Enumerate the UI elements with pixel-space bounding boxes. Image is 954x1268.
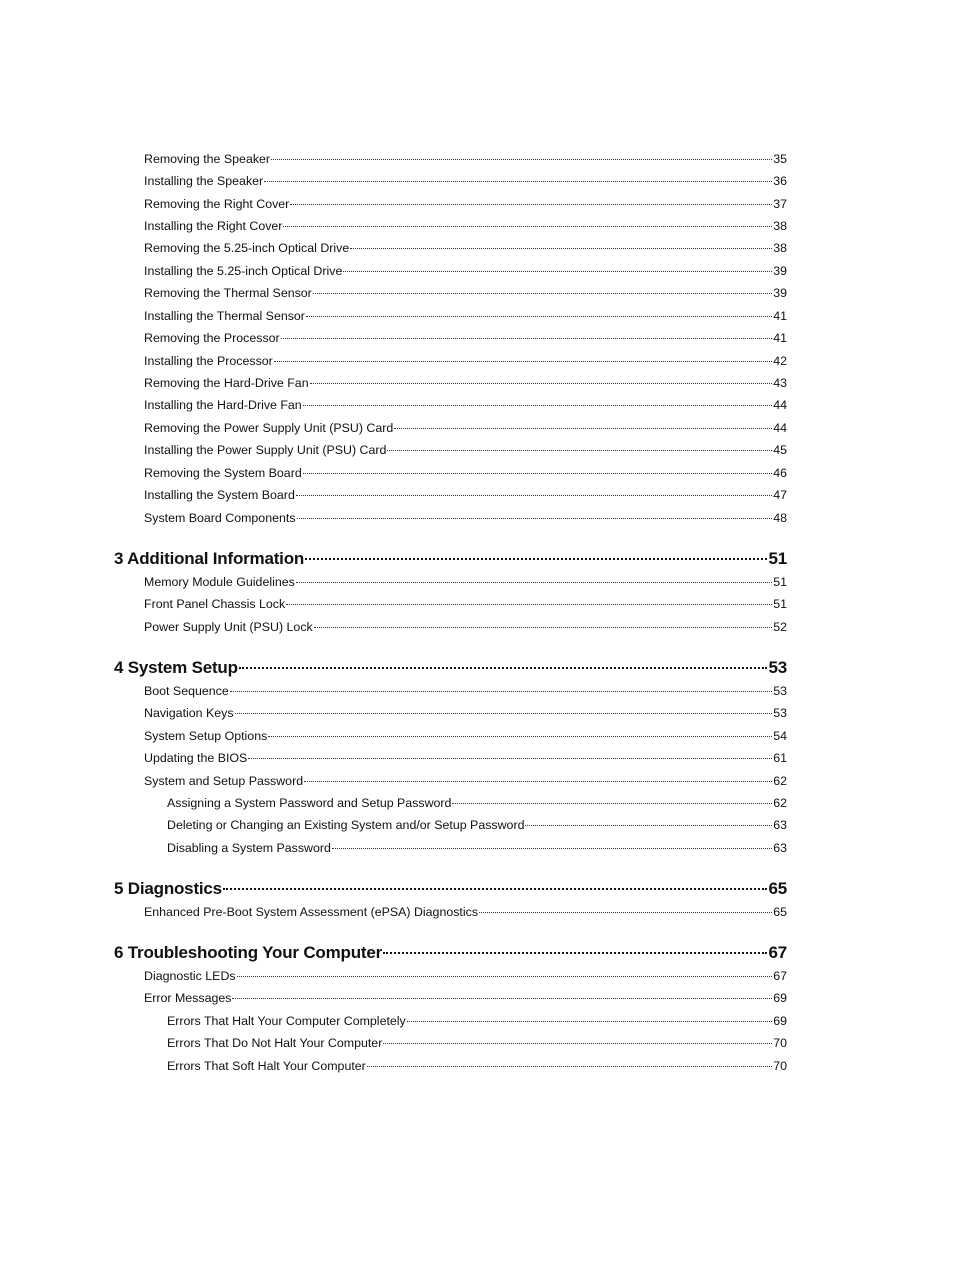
dot-leader xyxy=(313,291,772,294)
dot-leader xyxy=(452,801,772,804)
dot-leader xyxy=(332,846,772,849)
toc-entry-page-number: 65 xyxy=(768,879,787,898)
toc-entry-title: Navigation Keys xyxy=(144,706,234,720)
toc-entry-page-number: 69 xyxy=(773,991,787,1005)
dot-leader xyxy=(271,157,772,160)
toc-entry[interactable] xyxy=(167,818,787,838)
toc-entry[interactable] xyxy=(144,729,787,749)
toc-entry-page-number: 41 xyxy=(773,331,787,345)
toc-entry[interactable] xyxy=(144,398,787,418)
dot-leader xyxy=(235,711,773,714)
toc-chapter-entry[interactable] xyxy=(114,549,787,575)
dot-leader xyxy=(232,996,772,999)
dot-leader xyxy=(383,1041,772,1044)
toc-entry-page-number: 36 xyxy=(773,174,787,188)
toc-entry-page-number: 39 xyxy=(773,286,787,300)
dot-leader xyxy=(264,179,772,182)
toc-entry-page-number: 47 xyxy=(773,488,787,502)
dot-leader xyxy=(350,246,772,249)
toc-entry-title: System Setup Options xyxy=(144,729,268,743)
dot-leader xyxy=(283,224,772,227)
dot-leader xyxy=(230,689,772,692)
toc-entry[interactable] xyxy=(144,684,787,704)
dot-leader xyxy=(290,202,772,205)
dot-leader xyxy=(237,974,773,977)
dot-leader xyxy=(274,359,772,362)
toc-entry-page-number: 62 xyxy=(773,796,787,810)
toc-entry[interactable] xyxy=(144,219,787,239)
toc-entry[interactable] xyxy=(144,264,787,284)
dot-leader xyxy=(281,336,773,339)
toc-entry-page-number: 42 xyxy=(773,354,787,368)
dot-leader xyxy=(306,314,772,317)
toc-entry-title: Front Panel Chassis Lock xyxy=(144,597,286,611)
toc-entry-page-number: 48 xyxy=(773,511,787,525)
toc-entry-title: Errors That Halt Your Computer Completely xyxy=(167,1014,406,1028)
toc-chapter-entry[interactable] xyxy=(114,879,787,905)
dot-leader xyxy=(383,950,767,954)
toc-entry-page-number: 62 xyxy=(773,774,787,788)
toc-entry-title: Assigning a System Password and Setup Password xyxy=(167,796,452,810)
toc-entry[interactable] xyxy=(167,1036,787,1056)
toc-entry-page-number: 44 xyxy=(773,398,787,412)
toc-entry-title: 6 Troubleshooting Your Computer xyxy=(114,943,383,962)
toc-entry-page-number: 43 xyxy=(773,376,787,390)
toc-entry[interactable] xyxy=(144,466,787,486)
toc-entry[interactable] xyxy=(144,751,787,771)
toc-entry-title: 3 Additional Information xyxy=(114,549,305,568)
toc-entry-title: Installing the Thermal Sensor xyxy=(144,309,305,323)
toc-entry-page-number: 67 xyxy=(773,969,787,983)
toc-entry-page-number: 54 xyxy=(773,729,787,743)
toc-entry-title: Boot Sequence xyxy=(144,684,229,698)
toc-entry[interactable] xyxy=(144,443,787,463)
dot-leader xyxy=(303,471,772,474)
toc-entry-page-number: 53 xyxy=(773,684,787,698)
dot-leader xyxy=(479,910,772,913)
dot-leader xyxy=(525,823,772,826)
toc-entry-title: Installing the System Board xyxy=(144,488,295,502)
dot-leader xyxy=(387,448,772,451)
toc-entry[interactable] xyxy=(167,1014,787,1034)
toc-entry-title: 5 Diagnostics xyxy=(114,879,222,898)
toc-entry-page-number: 38 xyxy=(773,241,787,255)
toc-entry-page-number: 38 xyxy=(773,219,787,233)
toc-entry-title: Disabling a System Password xyxy=(167,841,331,855)
toc-entry-page-number: 61 xyxy=(773,751,787,765)
toc-entry-page-number: 52 xyxy=(773,620,787,634)
toc-entry-page-number: 39 xyxy=(773,264,787,278)
toc-entry-title: System and Setup Password xyxy=(144,774,304,788)
toc-entry[interactable] xyxy=(144,286,787,306)
toc-entry-title: Removing the Power Supply Unit (PSU) Card xyxy=(144,421,394,435)
toc-entry-page-number: 45 xyxy=(773,443,787,457)
dot-leader xyxy=(367,1064,772,1067)
toc-entry-title: Removing the 5.25-inch Optical Drive xyxy=(144,241,350,255)
toc-entry-page-number: 51 xyxy=(773,597,787,611)
toc-entry-title: Removing the System Board xyxy=(144,466,302,480)
toc-entry[interactable] xyxy=(144,354,787,374)
toc-entry-title: Enhanced Pre-Boot System Assessment (ePSA) Diagnostics xyxy=(144,905,479,919)
toc-entry-page-number: 46 xyxy=(773,466,787,480)
toc-entry-title: 4 System Setup xyxy=(114,658,238,677)
toc-entry-title: Removing the Hard-Drive Fan xyxy=(144,376,309,390)
toc-entry-page-number: 37 xyxy=(773,197,787,211)
toc-entry-title: Power Supply Unit (PSU) Lock xyxy=(144,620,313,634)
dot-leader xyxy=(314,625,772,628)
toc-entry[interactable] xyxy=(144,376,787,396)
toc-entry[interactable] xyxy=(167,1059,787,1079)
dot-leader xyxy=(296,580,772,583)
toc-entry[interactable] xyxy=(144,774,787,794)
toc-entry-page-number: 44 xyxy=(773,421,787,435)
toc-entry-page-number: 35 xyxy=(773,152,787,166)
dot-leader xyxy=(394,426,772,429)
toc-entry[interactable] xyxy=(144,575,787,595)
toc-entry-page-number: 51 xyxy=(773,575,787,589)
toc-entry-page-number: 53 xyxy=(773,706,787,720)
toc-entry[interactable] xyxy=(144,197,787,217)
toc-chapter-entry[interactable] xyxy=(114,658,787,684)
toc-entry[interactable] xyxy=(144,174,787,194)
toc-entry[interactable] xyxy=(144,597,787,617)
toc-entry[interactable] xyxy=(167,841,787,861)
dot-leader xyxy=(407,1019,772,1022)
dot-leader xyxy=(239,665,768,669)
dot-leader xyxy=(304,779,772,782)
toc-entry-title: Installing the Speaker xyxy=(144,174,264,188)
toc-entry[interactable] xyxy=(144,706,787,726)
dot-leader xyxy=(286,602,772,605)
toc-entry-title: System Board Components xyxy=(144,511,296,525)
toc-entry-title: Installing the Power Supply Unit (PSU) Card xyxy=(144,443,387,457)
toc-entry[interactable] xyxy=(144,488,787,508)
toc-entry[interactable] xyxy=(144,511,787,531)
toc-entry-page-number: 65 xyxy=(773,905,787,919)
toc-entry-title: Updating the BIOS xyxy=(144,751,248,765)
toc-entry[interactable] xyxy=(144,331,787,351)
toc-entry-page-number: 63 xyxy=(773,841,787,855)
dot-leader xyxy=(296,493,772,496)
toc-entry-page-number: 41 xyxy=(773,309,787,323)
toc-entry[interactable] xyxy=(144,969,787,989)
toc-entry[interactable] xyxy=(144,905,787,925)
toc-entry-title: Error Messages xyxy=(144,991,232,1005)
toc-entry-title: Memory Module Guidelines xyxy=(144,575,295,589)
toc-entry-title: Installing the Hard-Drive Fan xyxy=(144,398,302,412)
toc-entry[interactable] xyxy=(144,421,787,441)
dot-leader xyxy=(268,734,772,737)
dot-leader xyxy=(223,886,768,890)
dot-leader xyxy=(305,556,767,560)
toc-entry-title: Errors That Soft Halt Your Computer xyxy=(167,1059,366,1073)
toc-entry[interactable] xyxy=(144,991,787,1011)
dot-leader xyxy=(310,381,773,384)
dot-leader xyxy=(303,403,773,406)
toc-entry[interactable] xyxy=(144,241,787,261)
toc-entry-title: Removing the Processor xyxy=(144,331,280,345)
toc-entry[interactable] xyxy=(144,620,787,640)
toc-chapter-entry[interactable] xyxy=(114,943,787,969)
toc-entry[interactable] xyxy=(144,309,787,329)
dot-leader xyxy=(248,756,772,759)
toc-entry-page-number: 69 xyxy=(773,1014,787,1028)
toc-entry-page-number: 67 xyxy=(768,943,787,962)
toc-entry-title: Installing the Processor xyxy=(144,354,273,368)
dot-leader xyxy=(297,516,773,519)
toc-entry-title: Removing the Speaker xyxy=(144,152,271,166)
toc-entry-title: Diagnostic LEDs xyxy=(144,969,236,983)
toc-entry-page-number: 53 xyxy=(768,658,787,677)
toc-entry-title: Removing the Right Cover xyxy=(144,197,290,211)
toc-entry-title: Errors That Do Not Halt Your Computer xyxy=(167,1036,383,1050)
toc-entry-page-number: 51 xyxy=(768,549,787,568)
toc-entry-page-number: 70 xyxy=(773,1059,787,1073)
toc-entry[interactable] xyxy=(144,152,787,172)
toc-entry[interactable] xyxy=(167,796,787,816)
toc-entry-page-number: 70 xyxy=(773,1036,787,1050)
toc-entry-title: Installing the 5.25-inch Optical Drive xyxy=(144,264,343,278)
toc-entry-title: Installing the Right Cover xyxy=(144,219,283,233)
toc-entry-title: Deleting or Changing an Existing System and/or Setup Password xyxy=(167,818,525,832)
dot-leader xyxy=(343,269,772,272)
toc-entry-title: Removing the Thermal Sensor xyxy=(144,286,312,300)
toc-entry-page-number: 63 xyxy=(773,818,787,832)
